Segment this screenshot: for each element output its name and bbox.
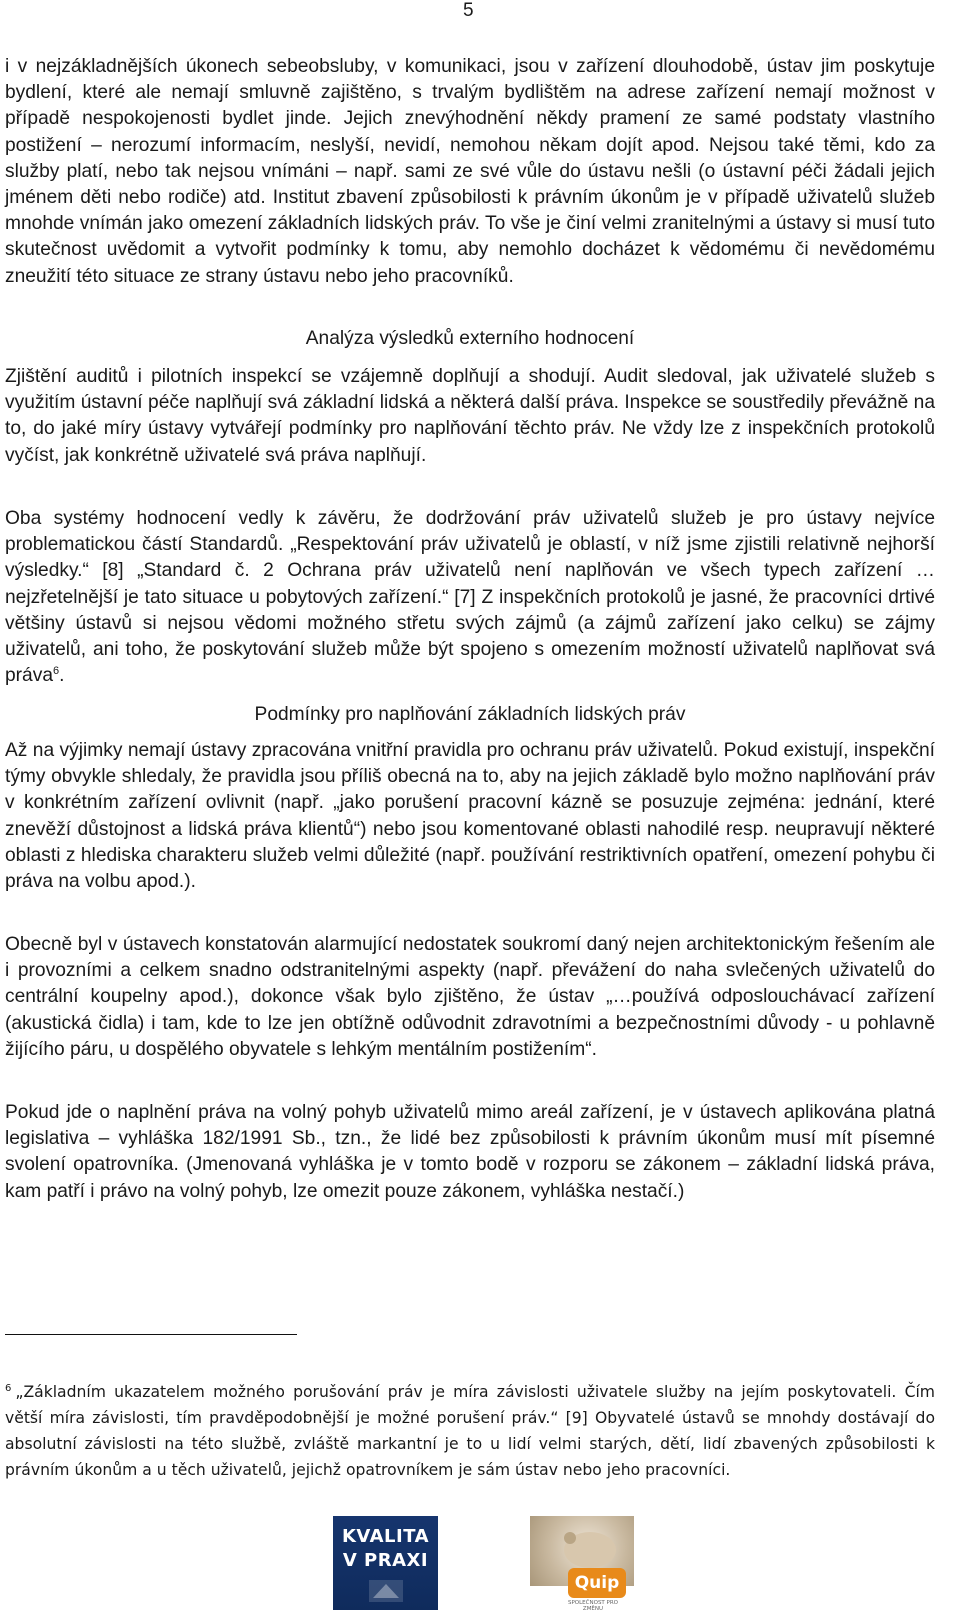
kvalita-logo-mark <box>361 1576 411 1606</box>
kvalita-logo-line2: V PRAXI <box>342 1550 429 1571</box>
section-heading-conditions: Podmínky pro naplňování základních lidských práv <box>254 704 686 725</box>
kvalita-logo-line1: KVALITA <box>341 1526 430 1547</box>
quip-logo <box>530 1516 634 1610</box>
footnote-reference: 6 <box>53 665 60 678</box>
footnote <box>5 1376 935 1483</box>
paragraph-rules: Až na výjimky nemají ústavy zpracována vnitřní pravidla pro ochranu práv uživatelů. Pokud existují, inspekční týmy obvykle shledaly, že pravidla jsou příliš obecná na to, aby na jejich základě bylo možno naplňování práv v konkrétním zařízení ovlivnit (např. „jako porušení pracovní kázně se posuzuje zejména: jednání, které znevěží důstojnost a lidská práva klientů“) nebo jsou komentované oblasti nahodilé resp. neupravují některé oblasti z hlediska charakteru služeb velmi důležité (např. používání restriktivních opatření, omezení pohybu či práva na volbu apod.). <box>5 740 935 893</box>
paragraph-intro: i v nejzákladnějších úkonech sebeobsluby, v komunikaci, jsou v zařízení dlouhodobě, ústav jim poskytuje bydlení, které ale nemají smluvně zajištěno, s trvalým bydlištěm na adrese zařízení nemají možnost v případě nespokojenosti bydlet jinde. Jejich znevýhodnění někdy pramení ze samé podstaty vlastního postižení – nerozumí informacím, neslyší, nevidí, nemohou někam dojít apod. Nejsou také těmi, kdo za služby platí, nebo tak nejsou vnímáni – např. sami ze své vůle do ústavu nešli (o ústavní péči žádali jejich jménem děti nebo rodiče) atd. Institut zbavení způsobilosti k právním úkonům je v případě uživatelů služeb mnohde vnímán jako omezení základních lidských práv. To vše je činí velmi zranitelnými a ústavy si musí tuto skutečnost uvědomit a vytvořit podmínky k tomu, aby nemohlo docházet k vědomému či nevědomému zneužití této situace ze strany ústavu nebo jeho pracovníků. <box>5 56 935 287</box>
quip-logo-tagline: SPOLEČNOST PRO ZMĚNU <box>567 1600 619 1610</box>
footnote-text: „Základním ukazatelem možného porušování práv je míra závislosti uživatele služby na jejím poskytovateli. Čím větší míra závislosti, tím pravděpodobnější je možné porušení práv.“ [9] Obyvatelé ústavů se mnohdy dostávají do absolutní závislosti na této službě, zvláště markantní je to u lidí velmi starých, dětí, lidí zbavených způsobilosti k právním úkonům a u těch uživatelů, jejichž opatrovníkem je sám ústav nebo jeho pracovníci. <box>5 1383 935 1479</box>
page-number: 5 <box>463 0 474 21</box>
section-heading-analysis: Analýza výsledků externího hodnocení <box>305 328 635 349</box>
body-text <box>5 54 935 290</box>
paragraph-privacy: Obecně byl v ústavech konstatován alarmující nedostatek soukromí daný nejen architektonickým řešením ale i provozními a celkem snadno odstranitelnými aspekty (např. převážení do naha svlečených uživatelů do centrální koupelny apod.), dokonce však bylo zjištěno, že ústav „…používá odposlouchávací zařízení (akustická čidla) i tam, kde to lze jen obtížně odůvodnit zdravotními a bezpečnostními důvody - u pohlavně žijícího páru, u dospělého obyvatele s lehkým mentálním postižením“. <box>5 934 935 1060</box>
paragraph-movement: Pokud jde o naplnění práva na volný pohyb uživatelů mimo areál zařízení, je v ústavech aplikována platná legislativa – vyhláška 182/1991 Sb., tzn., že lidé bez způsobilosti k právním úkonům musí mít písemné svolení opatrovníka. (Jmenovaná vyhláška je v tomto bodě v rozporu se zákonem – základní lidská práva, kam patří i právo na volný pohyb, lze omezit pouze zákonem, vyhláška nestačí.) <box>5 1102 935 1202</box>
footnote-mark: 6 <box>5 1383 12 1394</box>
quip-logo-badge: Quip <box>568 1568 626 1598</box>
paragraph-evaluation-end: . <box>59 665 65 687</box>
paragraph-evaluation <box>5 506 935 689</box>
kvalita-v-praxi-logo <box>333 1516 438 1610</box>
paragraph-audit: Zjištění auditů i pilotních inspekcí se vzájemně doplňují a shodují. Audit sledoval, jak uživatelé služeb s využitím ústavní péče naplňují svá základní lidská a některá další práva. Inspekce se soustředily převážně na to, do jaké míry ústavy vytvářejí podmínky pro naplňování těchto práv. Ne vždy lze z inspekčních protokolů vyčíst, jak konkrétně uživatelé svá práva naplňují. <box>5 366 935 466</box>
footnote-divider <box>5 1334 297 1335</box>
paragraph-evaluation-text: Oba systémy hodnocení vedly k závěru, že dodržování práv uživatelů služeb je pro ústavy nejvíce problematickou částí Standardů. „Respektování práv uživatelů je oblastí, v níž jsme zjistili relativně nejhorší výsledky.“ [8] „Standard č. 2 Ochrana práv uživatelů není naplňován ve všech typech zařízení … nejzřetelnější je tato situace u pobytových zařízení.“ [7] Z inspekčních protokolů je jasné, že pracovníci drtivé většiny ústavů si nejsou vědomi možného střetu svých zájmů (a zájmů zařízení jako celku) se zájmy uživatelů, ani toho, že poskytování služeb může být spojeno s omezením možností uživatelů naplňovat svá práva <box>5 508 935 687</box>
